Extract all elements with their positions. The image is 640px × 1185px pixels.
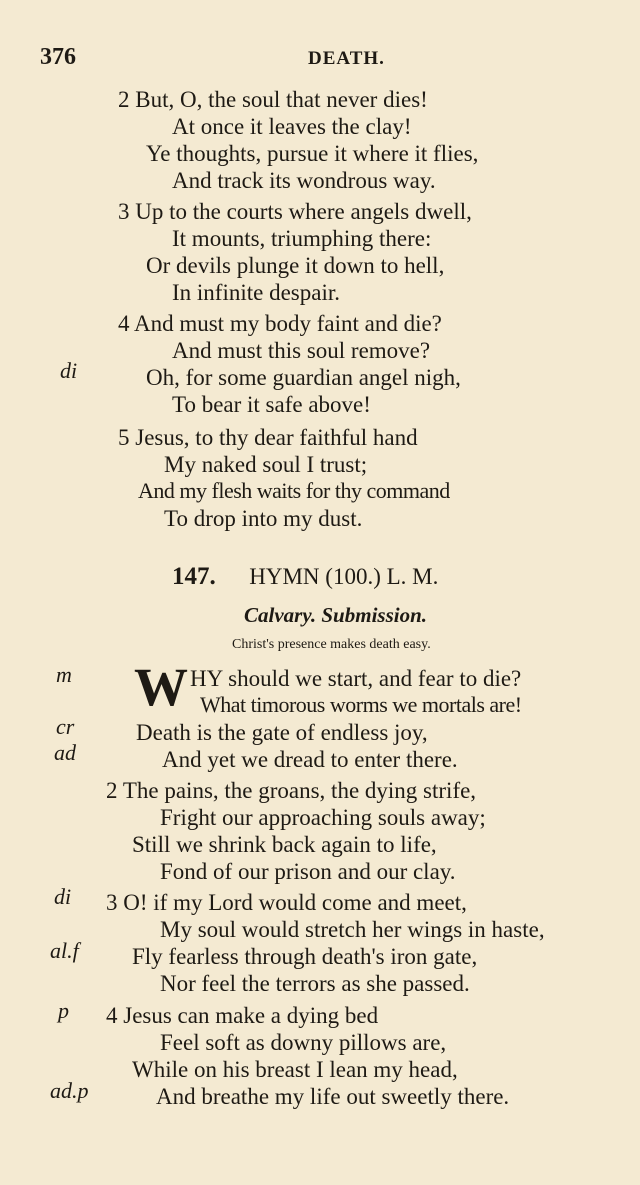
- dynamic-mark: p: [58, 998, 69, 1023]
- verse-line: It mounts, triumphing there:: [172, 226, 432, 251]
- verse-line: HY should we start, and fear to die?: [190, 666, 522, 691]
- verse-line: While on his breast I lean my head,: [132, 1057, 458, 1082]
- drop-cap: W: [134, 657, 188, 717]
- verse-line: 2 The pains, the groans, the dying strife,: [106, 778, 477, 803]
- dynamic-mark: m: [56, 662, 72, 687]
- verse-line: 3 Up to the courts where angels dwell,: [118, 199, 472, 224]
- verse-line: Fright our approaching souls away;: [160, 805, 486, 830]
- verse-line: And breathe my life out sweetly there.: [156, 1084, 510, 1109]
- verse-line: Nor feel the terrors as she passed.: [160, 971, 470, 996]
- dynamic-mark: ad: [54, 740, 76, 765]
- dynamic-mark: ad.p: [50, 1078, 89, 1103]
- dynamic-mark: di: [54, 884, 72, 909]
- dynamic-mark: al.f: [50, 938, 79, 963]
- verse-line: And must this soul remove?: [172, 338, 431, 363]
- verse-line: What timorous worms we mortals are!: [200, 692, 522, 717]
- verse-line: Ye thoughts, pursue it where it flies,: [146, 141, 479, 166]
- dynamic-mark: di: [60, 358, 78, 383]
- running-title: DEATH.: [308, 48, 385, 69]
- verse-line: Still we shrink back again to life,: [132, 832, 437, 857]
- verse-line: Fond of our prison and our clay.: [160, 859, 456, 884]
- verse-line: Death is the gate of endless joy,: [136, 720, 428, 745]
- verse-line: Oh, for some guardian angel nigh,: [146, 365, 461, 390]
- verse-line: 4 Jesus can make a dying bed: [106, 1003, 379, 1028]
- verse-line: Fly fearless through death's iron gate,: [132, 944, 478, 969]
- dynamic-mark: cr: [56, 714, 75, 739]
- verse-line: And track its wondrous way.: [172, 168, 436, 193]
- verse-line: 2 But, O, the soul that never dies!: [118, 87, 428, 112]
- hymn-note: Christ's presence makes death easy.: [232, 637, 431, 652]
- verse-line: Feel soft as downy pillows are,: [160, 1030, 447, 1055]
- verse-line: My naked soul I trust;: [164, 452, 368, 477]
- hymn-meter: HYMN (100.) L. M.: [249, 564, 439, 589]
- hymn-number: 147.: [172, 563, 216, 590]
- verse-line: At once it leaves the clay!: [172, 114, 412, 139]
- verse-line: To bear it safe above!: [172, 392, 371, 417]
- verse-line: And my flesh waits for thy command: [138, 478, 450, 503]
- verse-line: 5 Jesus, to thy dear faithful hand: [118, 425, 418, 450]
- hymn-heading: [172, 563, 438, 591]
- verse-line: 4 And must my body faint and die?: [118, 311, 442, 336]
- verse-line: Or devils plunge it down to hell,: [146, 253, 445, 278]
- verse-line: To drop into my dust.: [164, 506, 363, 531]
- hymn-subtitle: Calvary. Submission.: [244, 603, 428, 627]
- page-number: 376: [40, 44, 76, 70]
- verse-line: 3 O! if my Lord would come and meet,: [106, 890, 467, 915]
- verse-line: And yet we dread to enter there.: [162, 747, 458, 772]
- verse-line: My soul would stretch her wings in haste,: [160, 917, 545, 942]
- verse-line: In infinite despair.: [172, 280, 340, 305]
